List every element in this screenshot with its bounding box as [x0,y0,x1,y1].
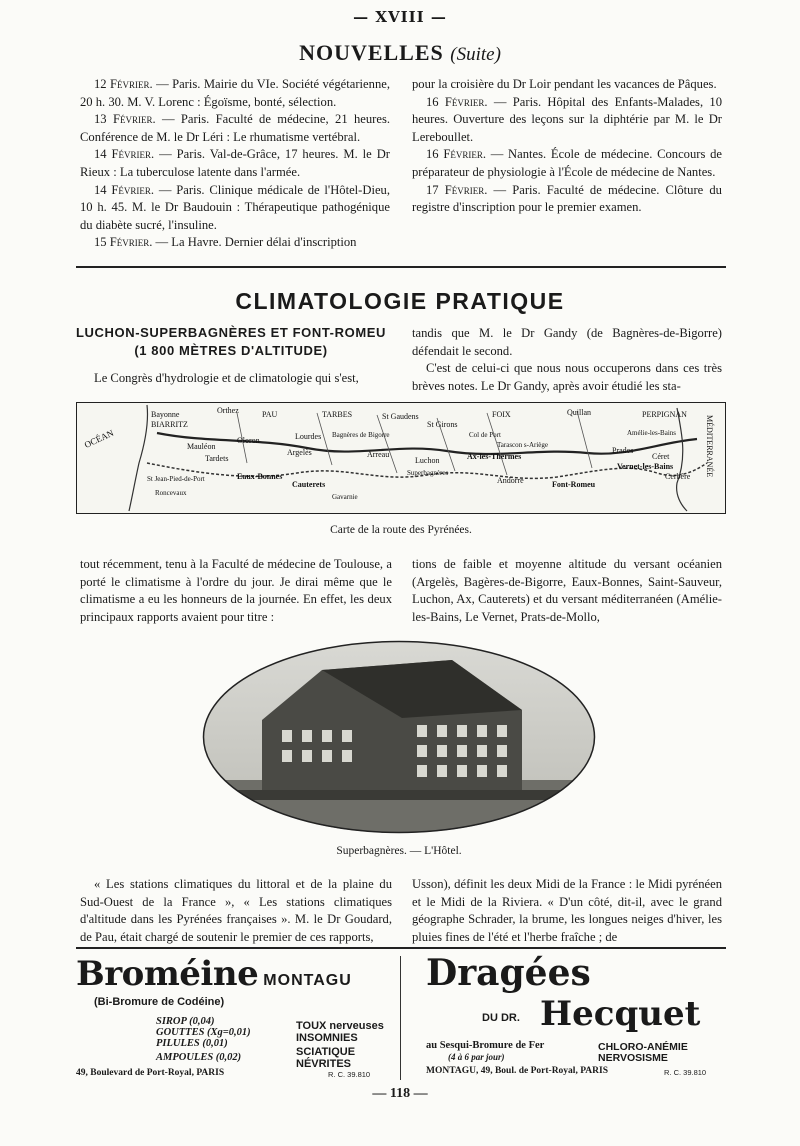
map-label: Tardets [205,454,229,463]
article-subhead: LUCHON-SUPERBAGNÈRES ET FONT-ROMEU (1 800 MÈTRES D'ALTITUDE) [75,325,387,358]
ad-brand-2: Hecquet [540,994,701,1034]
news-item: 12 Février. — Paris. Mairie du VIe. Société végétarienne, 20 h. 30. M. V. Lorenc : Égoïsme, bonté, sélection. [80,77,390,109]
news-item: 15 Février. — La Havre. Dernier délai d'inscription [94,235,357,250]
section-heading [0,40,800,66]
article-intro-right: tandis que M. le Dr Gandy (de Bagnères-de-Bigorre) défendait le second. C'est de celui-ci que nous nous occuperons dans ces très brèves notes. Le Dr Gandy, après avoir étudié les sta- [412,326,722,393]
map-label: Tarascon s-Ariège [497,441,549,449]
map-label: Col de Port [469,431,501,439]
ad-indications: CHLORO-ANÉMIE NERVOSISME [598,1041,688,1064]
photo-caption: Superbagnères. — L'Hôtel. [336,845,462,857]
map-label: Luchon [415,456,440,465]
map-label: St Girons [427,420,458,429]
map-label: MÉDITERRANÉE [705,415,714,478]
map-label: St Gaudens [382,412,419,421]
ad-form-ampoules: AMPOULES (0,02) [156,1052,242,1063]
map-label: Cauterets [292,480,326,489]
hotel-photo [202,640,596,835]
nouvelles-left-column [80,76,390,252]
ad-indications: TOUX nerveuses INSOMNIES [296,1020,384,1044]
map-label: PERPIGNAN [642,410,687,419]
map-label: Bagnères de Bigorre [332,431,390,439]
map-label: Cerbère [665,472,691,481]
pyrenees-route-map [76,402,726,514]
article-mid-right: tions de faible et moyenne altitude du versant océanien (Argelès, Bagères-de-Bigorre, Eaux-Bonnes, Saint-Sauveur, Luchon, Ax, Cauterets) et du versant méditerranéen (Amélie-les-Bains, Le Vernet, Prats-de-Mollo, [412,557,722,624]
map-drawing [77,403,724,512]
map-label: Lourdes [295,432,322,441]
map-label: Argelès [287,448,312,457]
map-label: FOIX [492,410,511,419]
map-label: St Jean-Pied-de-Port [147,475,205,483]
section-divider [76,266,726,268]
heading-suite: (Suite) [450,44,501,65]
article-mid-left: tout récemment, tenu à la Faculté de médecine de Toulouse, a porté le climatisme à l'ordre du jour. Je dirai même que le climatisme a eu les honneurs de la journée. En effet, les deux principaux rapports avaient pour titre : [80,557,392,624]
news-item: 16 Février. — Paris. Hôpital des Enfants-Malades, 10 heures. Ouverture des leçons sur la diphtérie par M. le Dr Lereboullet. [412,94,722,144]
article-title: CLIMATOLOGIE PRATIQUE [235,288,565,314]
ad-forms: SIROP (0,04) GOUTTES (Xg=0,01) PILULES (0,01) [156,1016,251,1049]
ad-rc: R. C. 39.810 [664,1068,707,1077]
map-label: BIARRITZ [151,420,188,429]
ad-rc: R. C. 39.810 [328,1070,371,1079]
map-label: Quillan [567,408,591,417]
map-label: PAU [262,410,278,419]
article-end-left: « Les stations climatiques du littoral et de la plaine du Sud-Ouest de la France », « Les stations climatiques d'altitude dans les Pyrénées françaises ». M. le Dr Goudard, de Pau, était chargé de soutenir le premier de ces rapports, [80,877,392,944]
page-folio: — XVIII — [353,8,447,26]
news-item: 16 Février. — Nantes. École de médecine. Concours de préparateur de physiologie à l'École de médecine de Nantes. [412,147,722,179]
ad-brand: Dragées [426,952,591,994]
ad-address: 49, Boulevard de Port-Royal, PARIS [76,1068,225,1078]
ad-du-dr: DU DR. [482,1012,520,1024]
map-label: Mauléon [187,442,216,451]
article-end-right: Usson), définit les deux Midi de la France : le Midi pyrénéen et le Midi de la Riviera. « D'un côté, dit-il, avec le grand géographe Schrader, la brume, les longues neiges d'hiver, les pluies fines de l'été et l'herbe fraîche ; de [412,877,722,944]
map-label: Prades [612,446,634,455]
ads-divider [76,947,726,949]
news-item: 14 Février. — Paris. Val-de-Grâce, 17 heures. M. le Dr Rieux : La tuberculose latente dans l'armée. [80,147,390,179]
map-label: Eaux-Bonnes [237,472,283,481]
ad-address: MONTAGU, 49, Boul. de Port-Royal, PARIS [426,1066,608,1076]
map-label: Andorre [497,476,524,485]
page-number: — 118 — [372,1086,428,1101]
ad-subtitle: (Bi-Bromure de Codéine) [94,996,225,1008]
news-item: 17 Février. — Paris. Faculté de médecine. Clôture du registre d'inscription pour le premier examen. [412,182,722,215]
map-label: Vernet-les-Bains [617,462,674,471]
map-label: Oloron [237,436,260,445]
article-intro-left: Le Congrès d'hydrologie et de climatologie qui s'est, [94,371,359,385]
map-caption: Carte de la route des Pyrénées. [330,524,472,536]
map-label: Superbagnères [407,469,449,477]
ad-dragees-hecquet [412,952,726,1082]
hotel-photo-image [202,640,596,835]
heading-title: NOUVELLES [299,40,444,65]
ads-column-divider [400,956,401,1080]
map-label: OCÉAN [82,427,116,450]
map-label: Ax-les-Thermes [467,452,522,461]
news-item: pour la croisière du Dr Loir pendant les vacances de Pâques. [412,77,717,91]
ad-line2: (4 à 6 par jour) [448,1052,505,1062]
map-label: Amélie-les-Bains [627,429,676,437]
ad-brand-small: MONTAGU [263,972,352,989]
ad-line1: au Sesqui-Bromure de Fer [426,1040,545,1051]
nouvelles-right-column [412,76,722,217]
news-item: 13 Février. — Paris. Faculté de médecine, 21 heures. Conférence de M. le Dr Léri : Le rhumatisme vertébral. [80,112,390,144]
map-label: TARBES [322,410,353,419]
map-label: Orthez [217,406,239,415]
ad-bromeine [76,954,396,1084]
map-label: Font-Romeu [552,480,596,489]
map-label: Gavarnie [332,493,358,501]
ad-brand: Broméine [76,954,259,994]
news-item: 14 Février. — Paris. Clinique médicale de l'Hôtel-Dieu, 10 h. 45. M. le Dr Baudouin : Thérapeutique pathogénique du diabète sucré, l'insuline. [80,182,390,232]
map-label: Arreau [367,450,390,459]
map-label: Roncevaux [155,489,187,497]
map-label: Bayonne [151,410,180,419]
ad-indications-2: SCIATIQUE NÉVRITES [296,1046,356,1070]
map-label: Céret [652,452,670,461]
